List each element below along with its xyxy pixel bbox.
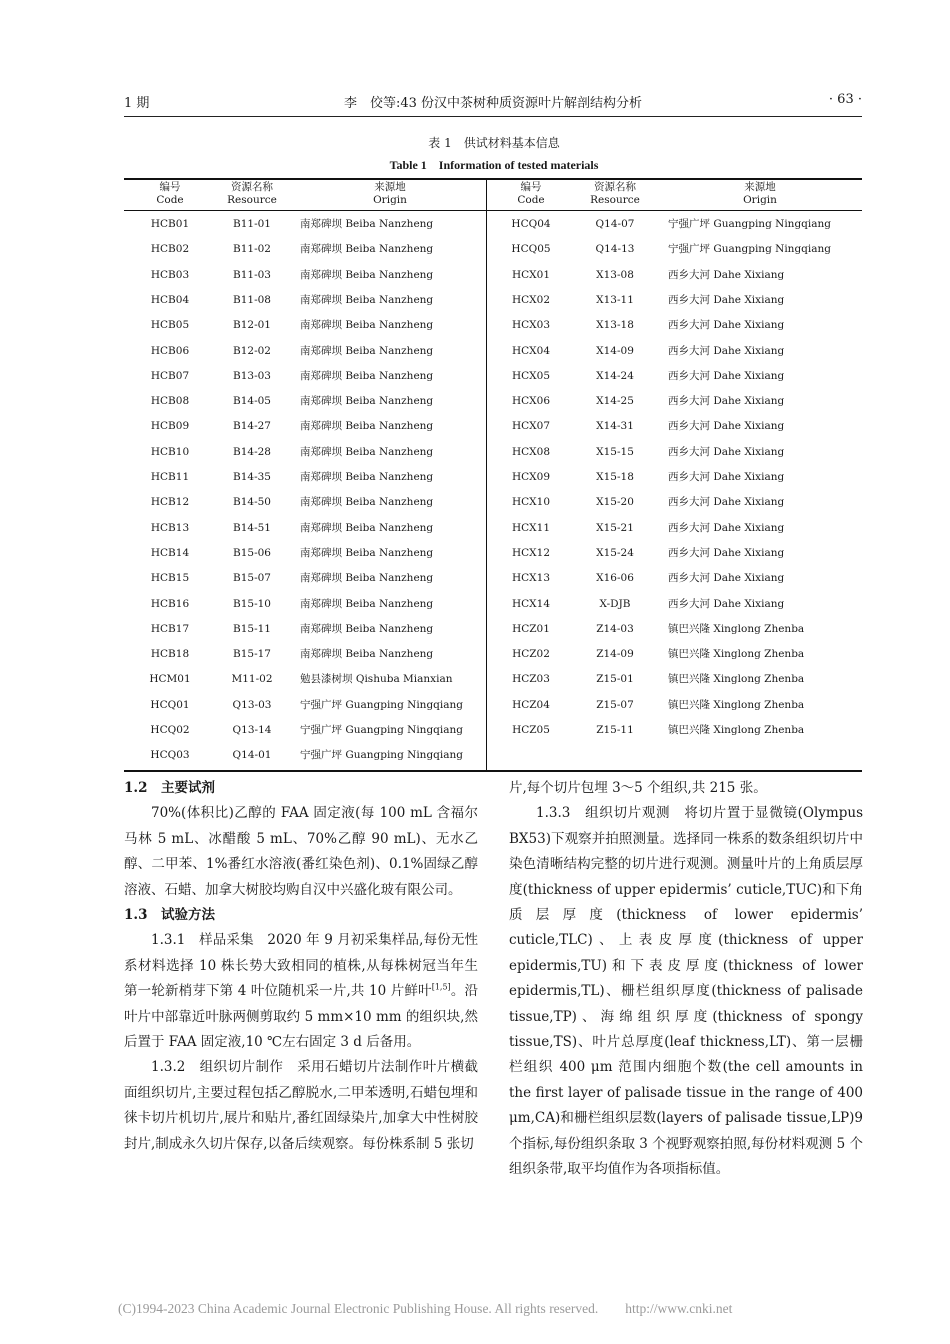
cell-origin: 勉县漆树坝 Qishuba Mianxian — [300, 673, 453, 686]
table-row — [124, 642, 862, 667]
cell-resource: Q13-03 — [232, 698, 272, 711]
cell-code: HCQ04 — [511, 218, 551, 230]
cell-code: HCB09 — [150, 420, 190, 433]
cell-code: HCQ05 — [511, 243, 551, 256]
cell-origin: 南郑碑坝 Beiba Nanzheng — [300, 319, 434, 332]
cell-code: HCX11 — [511, 521, 551, 534]
cell-origin: 南郑碑坝 Beiba Nanzheng — [300, 293, 434, 306]
cell-resource: B13-03 — [233, 369, 271, 382]
cell-origin: 宁强广坪 Guangping Ningqiang — [300, 749, 463, 762]
cell-code: HCX13 — [511, 572, 551, 585]
running-header — [124, 88, 862, 112]
cell-origin: 镇巴兴隆 Xinglong Zhenba — [668, 724, 805, 736]
cell-resource: X14-25 — [596, 395, 634, 408]
cell-origin: 南郑碑坝 Beiba Nanzheng — [300, 420, 434, 433]
table-row — [124, 617, 862, 642]
table-row — [124, 440, 862, 465]
table-row — [124, 212, 862, 237]
section-1-3-heading: 1.3 试验方法 — [124, 907, 215, 924]
cell-code: HCX05 — [511, 369, 551, 382]
cell-resource: X14-24 — [596, 369, 634, 382]
section-1-3-1-heading: 1.3.1 样品采集 — [151, 932, 254, 949]
cell-code: HCB11 — [150, 471, 190, 483]
table-row — [124, 718, 862, 743]
cell-origin: 西乡大河 Dahe Xixiang — [668, 471, 785, 483]
cell-code: HCX14 — [511, 597, 551, 610]
cell-origin: 西乡大河 Dahe Xixiang — [668, 546, 785, 559]
header-resource-left — [216, 181, 288, 207]
cell-code: HCB10 — [150, 445, 190, 458]
cell-origin: 宁强广坪 Guangping Ningqiang — [300, 724, 463, 736]
cell-origin: 西乡大河 Dahe Xixiang — [668, 445, 785, 458]
cell-resource: X13-11 — [596, 293, 634, 306]
cell-resource: Z15-11 — [596, 724, 634, 736]
cell-resource: Q14-01 — [232, 749, 272, 762]
cell-code: HCQ03 — [150, 749, 190, 762]
cell-origin: 南郑碑坝 Beiba Nanzheng — [300, 344, 434, 357]
cell-resource: B15-10 — [233, 597, 271, 610]
header-code-en: Code — [517, 194, 545, 206]
table-row — [124, 667, 862, 692]
cell-resource: X16-06 — [596, 572, 634, 585]
table-row — [124, 465, 862, 490]
cell-code: HCX12 — [511, 546, 551, 559]
header-code-en: Code — [156, 194, 184, 206]
section-1-3-3-heading: 1.3.3 组织切片观测 — [536, 805, 671, 822]
cell-code: HCB15 — [150, 572, 190, 585]
cell-resource: B11-03 — [233, 268, 271, 281]
cell-resource: B14-51 — [233, 521, 271, 534]
cell-resource: X15-18 — [596, 471, 634, 483]
table-header-rule — [124, 210, 862, 211]
cell-origin: 南郑碑坝 Beiba Nanzheng — [300, 369, 434, 382]
cell-resource: B15-17 — [233, 648, 271, 661]
section-1-3-2-heading: 1.3.2 组织切片制作 — [151, 1059, 284, 1076]
cell-code: HCZ02 — [512, 648, 550, 661]
section-1-3-3-text: 将切片置于显微镜(Olympus BX53)下观察并拍照测量。选择同一株系的数条组织切片中染色清晰结构完整的切片进行观测。测量叶片的上角质层厚度(thickness of upper epidermis’ cuticle,TUC)和下角质层厚度(thickness of lower epidermis’ cuticle,TLC)、上表皮厚度(thickness of upper epidermis,TU)和下表皮厚度(thickness of lower epidermis,TL)、栅栏组织厚度(thickness of palisade tissue,TP)、海绵组织厚度(thickness of spongy tissue,TS)、叶片总厚度(leaf thickness,LT)、第一层栅栏组织 400 μm 范围内细胞个数(the cell amounts in the first layer of palisade tissue in the range of 400 μm,CA)和栅栏组织层数(layers of palisade tissue,LP)9 个指标,每份组织条取 3 个视野观察拍照,每份材料观测 5 个组织条带,取平均值作为各项指标值。 — [509, 805, 863, 1178]
cell-resource: B15-06 — [233, 546, 271, 559]
cell-code: HCB17 — [150, 622, 190, 635]
cell-code: HCB06 — [150, 344, 190, 357]
cell-origin: 西乡大河 Dahe Xixiang — [668, 293, 785, 306]
table-top-rule — [124, 178, 862, 180]
cell-code: HCZ01 — [512, 622, 550, 635]
header-resource-en: Resource — [227, 194, 277, 206]
cell-code: HCB13 — [150, 521, 190, 534]
cell-code: HCB08 — [150, 395, 190, 408]
header-rule — [124, 116, 862, 117]
cell-resource: X15-21 — [596, 521, 634, 534]
section-1-3-3-paragraph — [509, 801, 863, 1182]
cell-origin: 西乡大河 Dahe Xixiang — [668, 319, 785, 332]
cell-code: HCB03 — [150, 268, 190, 281]
header-code-left — [124, 181, 216, 207]
cell-code: HCZ05 — [512, 724, 550, 736]
section-1-2-heading: 1.2 主要试剂 — [124, 780, 215, 796]
table-row — [124, 364, 862, 389]
table-row — [124, 237, 862, 262]
header-resource-en: Resource — [590, 194, 640, 206]
cell-resource: Z15-07 — [596, 698, 634, 711]
cell-origin: 西乡大河 Dahe Xixiang — [668, 395, 785, 408]
cell-code: HCB12 — [150, 496, 190, 509]
cell-origin: 南郑碑坝 Beiba Nanzheng — [300, 471, 434, 483]
cell-origin: 南郑碑坝 Beiba Nanzheng — [300, 572, 434, 585]
table-row — [124, 592, 862, 617]
cell-resource: B11-08 — [233, 293, 271, 306]
header-origin-right — [668, 181, 852, 207]
header-resource-cn: 资源名称 — [594, 181, 636, 193]
cell-origin: 南郑碑坝 Beiba Nanzheng — [300, 218, 434, 230]
table-row — [124, 389, 862, 414]
cell-origin: 南郑碑坝 Beiba Nanzheng — [300, 546, 434, 559]
header-origin-en: Origin — [743, 194, 777, 206]
cell-resource: X14-31 — [596, 420, 634, 433]
cell-resource: X15-24 — [596, 546, 634, 559]
cell-resource: Z14-09 — [596, 648, 634, 661]
section-1-3-2-continuation: 片,每个切片包埋 3～5 个组织,共 215 张。 — [509, 780, 767, 796]
cell-origin: 南郑碑坝 Beiba Nanzheng — [300, 648, 434, 661]
cell-origin: 镇巴兴隆 Xinglong Zhenba — [668, 673, 805, 686]
cell-code: HCX04 — [511, 344, 551, 357]
cell-origin: 宁强广坪 Guangping Ningqiang — [668, 243, 831, 256]
cell-origin: 西乡大河 Dahe Xixiang — [668, 344, 785, 357]
cell-origin: 南郑碑坝 Beiba Nanzheng — [300, 243, 434, 256]
cell-resource: Q14-07 — [595, 218, 635, 230]
cell-resource: B11-02 — [233, 243, 271, 256]
cell-resource: X15-15 — [596, 445, 634, 458]
header-code-cn: 编号 — [520, 181, 542, 193]
issue-number: 1 期 — [124, 96, 150, 111]
header-origin-left — [300, 181, 480, 207]
cell-code: HCX10 — [511, 496, 551, 509]
section-1-2-text: 70%(体积比)乙醇的 FAA 固定液(每 100 mL 含福尔马林 5 mL、冰醋酸 5 mL、70%乙醇 90 mL)、无水乙醇、二甲苯、1%番红水溶液(番红染色剂)、0.1%固绿乙醇溶液、石蜡、加拿大树胶均购自汉中兴盛化玻有限公司。 — [124, 805, 478, 898]
cell-resource: B11-01 — [233, 218, 271, 230]
cell-code: HCB02 — [150, 243, 190, 256]
cell-code: HCX03 — [511, 319, 551, 332]
cell-origin: 南郑碑坝 Beiba Nanzheng — [300, 395, 434, 408]
section-1-3-1-text-b: 。沿叶片中部靠近叶脉两侧剪取约 5 mm×10 mm 的组织块,然后置于 FAA 固定液,10 ℃左右固定 3 d 后备用。 — [124, 983, 479, 1051]
cell-origin: 南郑碑坝 Beiba Nanzheng — [300, 445, 434, 458]
cell-resource: B14-27 — [233, 420, 271, 433]
left-column — [124, 776, 478, 1157]
table-row — [124, 313, 862, 338]
table-row — [124, 263, 862, 288]
cell-origin: 镇巴兴隆 Xinglong Zhenba — [668, 622, 805, 635]
citation-ref: [1,5] — [431, 982, 451, 992]
section-1-3-1-text-a: 2020 年 9 月初采集样品,每份无性系材料选择 10 株长势大致相同的植株,从每株树冠当年生第一轮新梢芽下第 4 叶位随机采一片,共 10 片鲜叶 — [124, 932, 478, 1000]
table-row — [124, 339, 862, 364]
cell-code: HCB07 — [150, 369, 190, 382]
cell-resource: B14-05 — [233, 395, 271, 408]
header-code-cn: 编号 — [159, 181, 181, 193]
cell-resource: X14-09 — [596, 344, 634, 357]
cell-code: HCX08 — [511, 445, 551, 458]
cell-resource: B12-01 — [233, 319, 271, 332]
running-title: 李 佼等:43 份汉中茶树种质资源叶片解剖结构分析 — [343, 96, 643, 111]
cell-code: HCX09 — [511, 471, 551, 483]
header-resource-cn: 资源名称 — [231, 181, 273, 193]
header-origin-cn: 来源地 — [374, 181, 406, 193]
table-row — [124, 566, 862, 591]
cell-resource: Z14-03 — [596, 622, 634, 635]
cell-origin: 西乡大河 Dahe Xixiang — [668, 521, 785, 534]
table-caption-cn: 表 1 供试材料基本信息 — [428, 136, 560, 150]
cell-code: HCX06 — [511, 395, 551, 408]
cell-code: HCZ04 — [512, 698, 550, 711]
section-1-3-2-paragraph — [124, 1055, 478, 1157]
table-row — [124, 541, 862, 566]
cell-code: HCQ02 — [150, 724, 190, 736]
cell-resource: X13-08 — [596, 268, 634, 281]
cell-origin: 南郑碑坝 Beiba Nanzheng — [300, 597, 434, 610]
table-bottom-rule — [124, 770, 862, 772]
cell-origin: 南郑碑坝 Beiba Nanzheng — [300, 268, 434, 281]
cell-code: HCB14 — [150, 546, 190, 559]
cell-code: HCB04 — [150, 293, 190, 306]
cell-origin: 镇巴兴隆 Xinglong Zhenba — [668, 698, 805, 711]
table-row — [124, 693, 862, 718]
table-caption-en: Table 1 Information of tested materials — [389, 158, 599, 172]
cell-origin: 西乡大河 Dahe Xixiang — [668, 420, 785, 433]
table-row — [124, 414, 862, 439]
cell-code: HCX02 — [511, 293, 551, 306]
table-row — [124, 516, 862, 541]
cell-origin: 宁强广坪 Guangping Ningqiang — [668, 218, 831, 230]
cell-origin: 南郑碑坝 Beiba Nanzheng — [300, 521, 434, 534]
header-resource-right — [568, 181, 662, 207]
cell-origin: 宁强广坪 Guangping Ningqiang — [300, 698, 463, 711]
cell-resource: X-DJB — [599, 597, 631, 610]
cell-code: HCQ01 — [150, 698, 190, 711]
cell-origin: 西乡大河 Dahe Xixiang — [668, 597, 785, 610]
cell-code: HCB16 — [150, 597, 190, 610]
cell-resource: B12-02 — [233, 344, 271, 357]
cell-code: HCB05 — [150, 319, 190, 332]
cell-resource: B14-50 — [233, 496, 271, 509]
table-row — [124, 490, 862, 515]
cell-origin: 西乡大河 Dahe Xixiang — [668, 496, 785, 509]
cell-origin: 南郑碑坝 Beiba Nanzheng — [300, 496, 434, 509]
header-origin-cn: 来源地 — [744, 181, 776, 193]
page-number: · 63 · — [828, 92, 862, 107]
table-row — [124, 288, 862, 313]
cell-origin: 西乡大河 Dahe Xixiang — [668, 572, 785, 585]
cell-resource: M11-02 — [231, 673, 273, 686]
cell-resource: Q13-14 — [232, 724, 272, 736]
cell-resource: X13-18 — [596, 319, 634, 332]
table-row — [124, 743, 862, 768]
cell-resource: Z15-01 — [596, 673, 634, 686]
cell-code: HCX01 — [511, 268, 551, 281]
cell-resource: B15-11 — [233, 622, 271, 635]
section-1-3-1-paragraph — [124, 928, 478, 1055]
copyright-footer: (C)1994-2023 China Academic Journal Electronic Publishing House. All rights reserved. http://www.cnki.net — [118, 1301, 733, 1316]
cell-resource: B14-28 — [233, 445, 271, 458]
cell-origin: 西乡大河 Dahe Xixiang — [668, 369, 785, 382]
header-origin-en: Origin — [373, 194, 407, 206]
right-column — [509, 776, 863, 1183]
cell-resource: B15-07 — [233, 572, 271, 585]
cell-resource: Q14-13 — [595, 243, 635, 256]
cell-origin: 南郑碑坝 Beiba Nanzheng — [300, 622, 434, 635]
cell-code: HCX07 — [511, 420, 551, 433]
cell-code: HCM01 — [149, 673, 191, 686]
header-code-right — [494, 181, 568, 207]
cell-code: HCB18 — [150, 648, 190, 661]
section-1-3-2-text: 采用石蜡切片法制作叶片横截面组织切片,主要过程包括乙醇脱水,二甲苯透明,石蜡包埋和徕卡切片机切片,展片和贴片,番红固绿染片,加拿大中性树胶封片,制成永久切片保存,以备后续观察。每份株系制 5 张切 — [124, 1059, 479, 1152]
cell-resource: X15-20 — [596, 496, 634, 509]
cell-origin: 西乡大河 Dahe Xixiang — [668, 268, 785, 281]
cell-code: HCZ03 — [512, 673, 550, 686]
cell-resource: B14-35 — [233, 471, 271, 483]
cell-code: HCB01 — [150, 218, 190, 230]
cell-origin: 镇巴兴隆 Xinglong Zhenba — [668, 648, 805, 661]
